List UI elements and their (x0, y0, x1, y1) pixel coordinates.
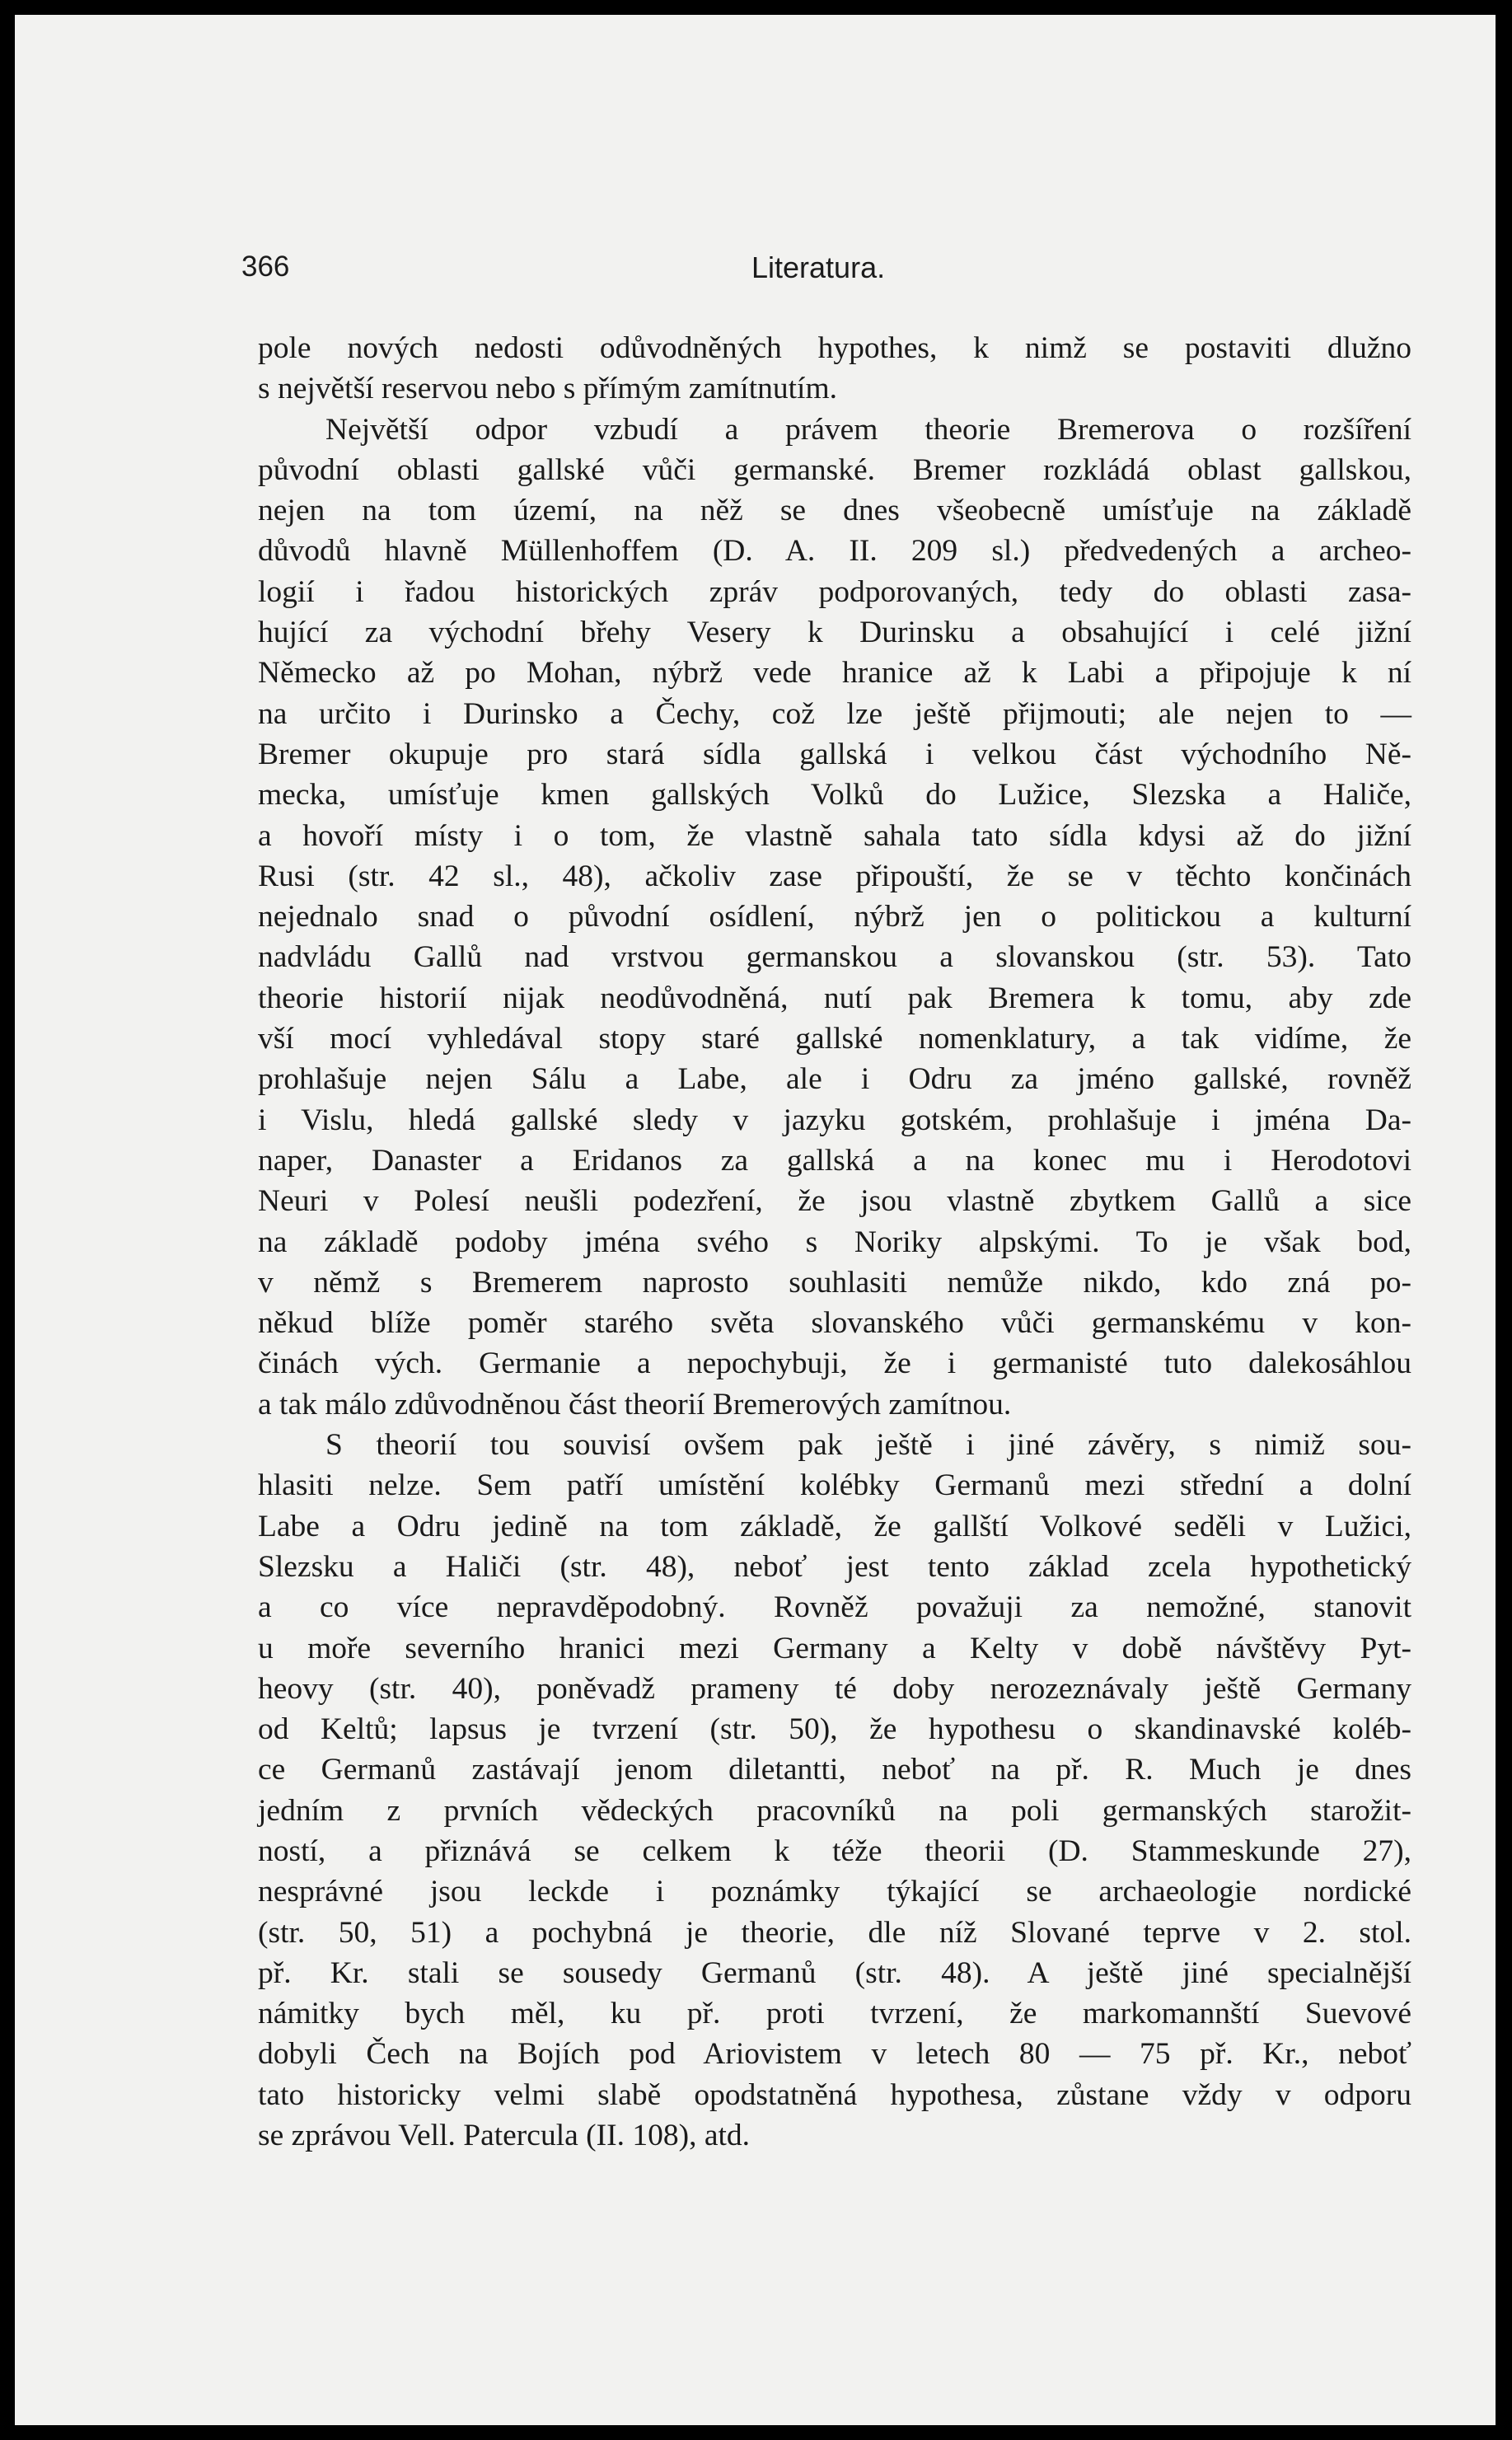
text-line: od Keltů; lapsus je tvrzení (str. 50), že hypothesu o skandinavské koléb- (258, 1712, 1411, 1747)
text-line: pole nových nedosti odůvodněných hypothes, k nimž se postaviti dlužno (258, 331, 1411, 365)
text-line: př. Kr. stali se sousedy Germanů (str. 48). A ještě jiné specialnější (258, 1955, 1411, 1990)
text-line: původní oblasti gallské vůči germanské. Bremer rozkládá oblast gallskou, (258, 452, 1411, 487)
text-line: se zprávou Vell. Patercula (II. 108), atd. (258, 2119, 751, 2153)
text-line: jedním z prvních vědeckých pracovníků na poli germanských starožit- (258, 1793, 1411, 1828)
text-line: a tak málo zdůvodněnou část theorií Bremerových zamítnou. (258, 1387, 1012, 1421)
text-line: heovy (str. 40), poněvadž prameny té doby nerozeznávaly ještě Germany (258, 1671, 1411, 1706)
text-line: na základě podoby jména svého s Noriky alpskými. To je však bod, (258, 1225, 1411, 1259)
text-line: důvodů hlavně Müllenhoffem (D. A. II. 209 sl.) předvedených a archeo- (258, 534, 1411, 569)
text-line: nesprávné jsou leckde i poznámky týkající se archaeologie nordické (258, 1875, 1411, 1909)
text-line: a co více nepravděpodobný. Rovněž považuji za nemožné, stanovit (258, 1590, 1411, 1625)
body-text (258, 328, 1411, 2156)
text-line: Rusi (str. 42 sl., 48), ačkoliv zase připouští, že se v těchto končinách (258, 859, 1411, 893)
text-line: mecka, umísťuje kmen gallských Volků do Lužice, Slezska a Haliče, (258, 778, 1411, 813)
text-line: prohlašuje nejen Sálu a Labe, ale i Odru za jméno gallské, rovněž (258, 1062, 1411, 1097)
paragraph (258, 328, 1411, 410)
text-line: a hovoří místy i o tom, že vlastně sahala tato sídla kdysi až do jižní (258, 818, 1411, 853)
text-line: u moře severního hranici mezi Germany a Kelty v době návštěvy Pyt- (258, 1631, 1411, 1665)
paragraph (258, 410, 1411, 1425)
page-number: 366 (241, 251, 290, 283)
text-line: S theorií tou souvisí ovšem pak ještě i jiné závěry, s nimiž sou- (325, 1428, 1411, 1463)
text-line: činách vých. Germanie a nepochybuji, že i germanisté tuto dalekosáhlou (258, 1346, 1411, 1381)
text-line: i Vislu, hledá gallské sledy v jazyku gotském, prohlašuje i jména Da- (258, 1103, 1411, 1137)
text-line: theorie historií nijak neodůvodněná, nutí pak Bremera k tomu, aby zde (258, 981, 1411, 1015)
text-line: hlasiti nelze. Sem patří umístění kolébky Germanů mezi střední a dolní (258, 1468, 1411, 1503)
text-line: námitky bych měl, ku př. proti tvrzení, že markomannští Suevové (258, 1997, 1411, 2031)
text-line: Labe a Odru jedině na tom základě, že gallští Volkové seděli v Lužici, (258, 1509, 1411, 1543)
book-page (15, 15, 1496, 2425)
text-line: s největší reservou nebo s přímým zamítnutím. (258, 372, 837, 406)
text-line: nadvládu Gallů nad vrstvou germanskou a slovanskou (str. 53). Tato (258, 940, 1411, 975)
text-line: Slezsku a Haliči (str. 48), neboť jest tento základ zcela hypothetický (258, 1549, 1411, 1584)
running-head (241, 251, 1395, 292)
text-line: Bremer okupuje pro stará sídla gallská i velkou část východního Ně- (258, 737, 1411, 771)
text-line: Neuri v Polesí neušli podezření, že jsou vlastně zbytkem Gallů a sice (258, 1184, 1411, 1219)
text-line: logií i řadou historických zpráv podporovaných, tedy do oblasti zasa- (258, 574, 1411, 609)
text-line: nejen na tom území, na něž se dnes všeobecně umísťuje na základě (258, 494, 1411, 528)
running-title: Literatura. (751, 251, 886, 284)
text-line: na určito i Durinsko a Čechy, což lze ještě přijmouti; ale nejen to — (258, 696, 1411, 731)
text-line: ností, a přiznává se celkem k téže theorii (D. Stammeskunde 27), (258, 1834, 1411, 1868)
text-line: dobyli Čech na Bojích pod Ariovistem v letech 80 — 75 př. Kr., neboť (258, 2037, 1411, 2072)
text-line: Německo až po Mohan, nýbrž vede hranice až k Labi a připojuje k ní (258, 656, 1411, 691)
text-line: (str. 50, 51) a pochybná je theorie, dle níž Slované teprve v 2. stol. (258, 1915, 1411, 1950)
text-line: nejednalo snad o původní osídlení, nýbrž jen o politickou a kulturní (258, 900, 1411, 934)
text-line: hující za východní břehy Vesery k Durinsku a obsahující i celé jižní (258, 616, 1411, 650)
paragraph (258, 1425, 1411, 2156)
text-line: vší mocí vyhledával stopy staré gallské nomenklatury, a tak vidíme, že (258, 1022, 1411, 1056)
text-line: někud blíže poměr starého světa slovanského vůči germanskému v kon- (258, 1306, 1411, 1341)
text-line: tato historicky velmi slabě opodstatněná hypothesa, zůstane vždy v odporu (258, 2077, 1411, 2112)
text-line: v němž s Bremerem naprosto souhlasiti nemůže nikdo, kdo zná po- (258, 1265, 1411, 1300)
text-line: naper, Danaster a Eridanos za gallská a na konec mu i Herodotovi (258, 1143, 1411, 1178)
text-line: ce Germanů zastávají jenom diletantti, neboť na př. R. Much je dnes (258, 1753, 1411, 1787)
text-line: Největší odpor vzbudí a právem theorie Bremerova o rozšíření (325, 412, 1411, 447)
